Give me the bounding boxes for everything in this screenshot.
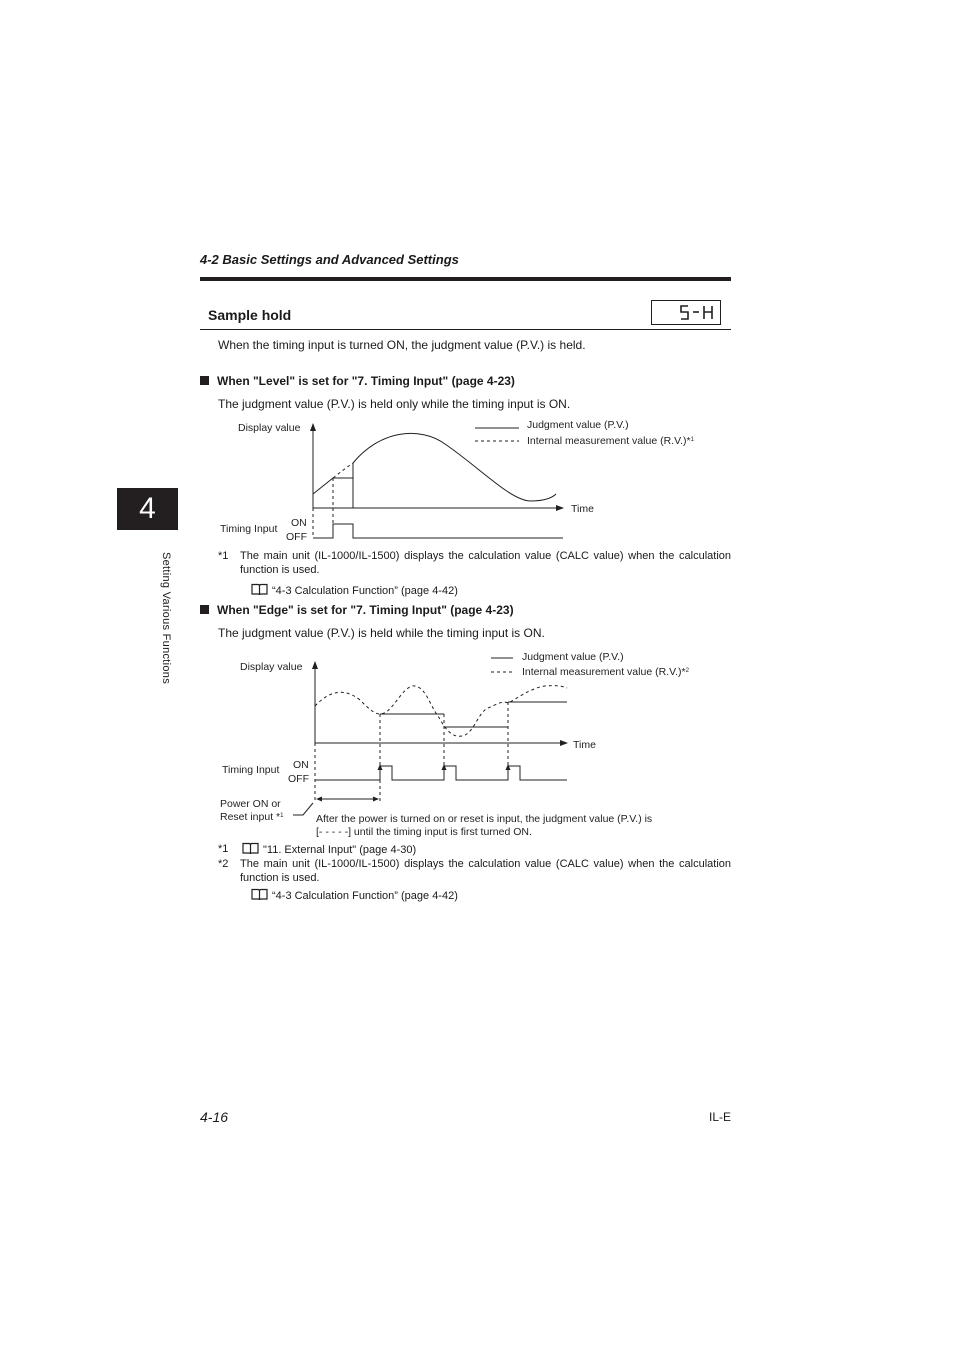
book-icon <box>251 583 268 596</box>
edge-desc: The judgment value (P.V.) is held while the timing input is ON. <box>218 626 545 640</box>
power-note-line2: [- - - - -] until the timing input is first turned ON. <box>316 826 532 838</box>
footnote-mark: *2 <box>218 858 229 870</box>
reset-input-label: Reset input *$^1$ <box>220 811 284 823</box>
legend-solid-label: Judgment value (P.V.) <box>527 419 629 431</box>
bullet-square-icon <box>200 376 209 385</box>
timing-pulse <box>313 524 563 538</box>
display-value-label: Display value <box>238 422 301 434</box>
pv-curve-main <box>353 433 556 501</box>
rv-dashed-segment <box>333 463 353 478</box>
level-desc: The judgment value (P.V.) is held only while the timing input is ON. <box>218 397 571 411</box>
legend-solid-label: Judgment value (P.V.) <box>522 651 624 663</box>
time-label: Time <box>571 503 594 515</box>
footnote-mark: *1 <box>218 843 229 855</box>
power-note-line1: After the power is turned on or reset is input, the judgment value (P.V.) is <box>316 813 653 825</box>
edge-heading: When "Edge" is set for "7. Timing Input" (page 4-23) <box>200 603 514 617</box>
timing-pulses <box>315 766 567 780</box>
page-number: 4-16 <box>200 1109 229 1125</box>
title-rule <box>200 329 731 330</box>
header-rule <box>200 277 731 281</box>
pv-curve-start <box>313 478 333 494</box>
book-icon <box>251 888 268 901</box>
chapter-tab: 4 <box>117 488 178 530</box>
display-value-label: Display value <box>240 661 303 673</box>
timing-input-label: Timing Input <box>220 523 278 535</box>
footnote-ref: “4-3 Calculation Function” (page 4-42) <box>251 888 458 903</box>
rv-dashed-curve <box>315 686 567 737</box>
doc-code: IL-E <box>708 1110 731 1124</box>
footnote-mark: *1 <box>218 550 229 562</box>
intro-text: When the timing input is turned ON, the judgment value (P.V.) is held. <box>218 338 586 352</box>
footnote-ref: "11. External Input" (page 4-30) <box>242 842 416 857</box>
pv-held-steps <box>380 702 567 727</box>
legend-dashed-label: Internal measurement value (R.V.)*$^2$ <box>522 666 689 678</box>
time-label: Time <box>573 739 596 751</box>
on-label: ON <box>291 517 307 529</box>
off-label: OFF <box>286 531 307 543</box>
level-heading: When "Level" is set for "7. Timing Input" (page 4-23) <box>200 374 515 388</box>
power-on-label: Power ON or <box>220 798 281 810</box>
edge-timing-diagram <box>200 645 731 840</box>
lcd-display <box>651 300 721 325</box>
section-header: 4-2 Basic Settings and Advanced Settings <box>200 252 459 267</box>
timing-input-label: Timing Input <box>222 764 280 776</box>
lcd-segment-icon <box>652 301 720 324</box>
off-label: OFF <box>288 773 309 785</box>
footnote-text: The main unit (IL-1000/IL-1500) displays the calculation value (CALC value) when the calculation function is used. <box>240 858 731 884</box>
power-on-leader <box>293 803 313 815</box>
level-timing-diagram <box>200 415 731 550</box>
footnote-text: The main unit (IL-1000/IL-1500) displays the calculation value (CALC value) when the calculation function is used. <box>240 550 731 576</box>
bullet-square-icon <box>200 605 209 614</box>
legend-dashed-label: Internal measurement value (R.V.)*$^1$ <box>527 435 694 447</box>
book-icon <box>242 842 259 855</box>
footnote-ref: “4-3 Calculation Function” (page 4-42) <box>251 583 458 598</box>
page-title: Sample hold <box>208 307 292 323</box>
on-label: ON <box>293 759 309 771</box>
side-label: Setting Various Functions <box>160 552 172 685</box>
